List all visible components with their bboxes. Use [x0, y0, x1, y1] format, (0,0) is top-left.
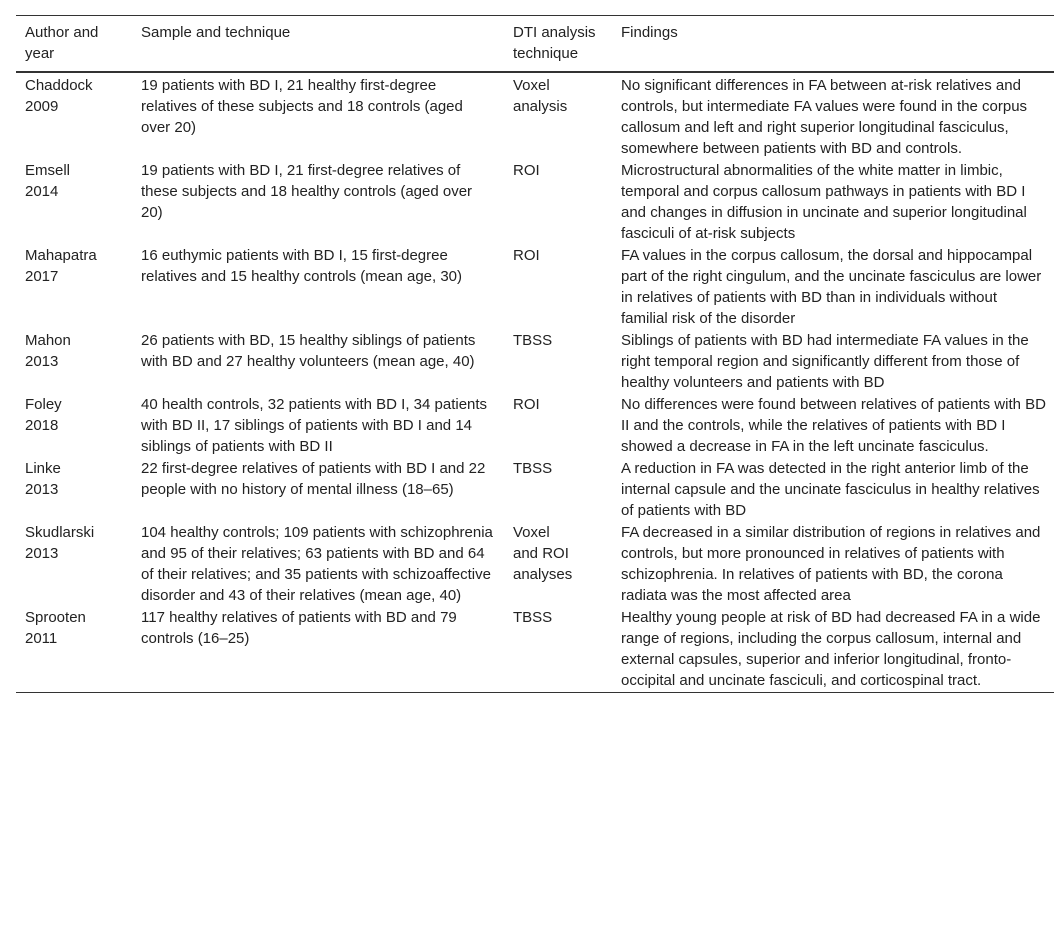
- cell-dti: ROI: [513, 247, 540, 264]
- cell-sample: 16 euthymic patients with BD I, 15 first-degree relatives and 15 healthy controls (mean age, 30): [141, 247, 463, 285]
- cell-findings: No significant differences in FA between at-risk relatives and controls, but intermediate FA values were found in the corpus callosum and left and right superior longitudinal fasciculus, somewhere between patients with BD and controls.: [621, 77, 1028, 157]
- cell-dti: TBSS: [513, 460, 553, 477]
- table-row: [16, 393, 1054, 457]
- cell-author-year: Mahon 2013: [25, 332, 71, 370]
- header-findings: Findings: [621, 24, 678, 41]
- header-author-year: Author and year: [25, 24, 99, 62]
- table-row: [16, 244, 1054, 329]
- cell-dti: Voxel analysis: [513, 77, 568, 115]
- cell-sample: 104 healthy controls; 109 patients with schizophrenia and 95 of their relatives; 63 patients with BD and 64 of their relatives; and 35 patients with schizoaffective disorder and 43 of their relatives (mean age, 40): [141, 524, 493, 604]
- cell-author-year: Foley 2018: [25, 396, 62, 434]
- cell-author-year: Linke 2013: [25, 460, 61, 498]
- table-row: [16, 521, 1054, 606]
- table-row: [16, 329, 1054, 393]
- cell-findings: No differences were found between relatives of patients with BD II and the controls, while the relatives of patients with BD I showed a decrease in FA in the left uncinate fasciculus.: [621, 396, 1046, 455]
- cell-sample: 26 patients with BD, 15 healthy siblings of patients with BD and 27 healthy volunteers (mean age, 40): [141, 332, 476, 370]
- cell-author-year: Emsell 2014: [25, 162, 71, 200]
- studies-table-container: [16, 15, 1046, 693]
- cell-findings: Siblings of patients with BD had intermediate FA values in the right temporal region and significantly different from those of healthy volunteers and patients with BD: [621, 332, 1029, 391]
- cell-findings: FA decreased in a similar distribution of regions in relatives and controls, but more pronounced in relatives of patients with schizophrenia. In relatives of patients with BD, the corona radiata was the most affected area: [621, 524, 1041, 604]
- cell-dti: ROI: [513, 162, 540, 179]
- cell-sample: 19 patients with BD I, 21 healthy first-degree relatives of these subjects and 18 controls (aged over 20): [141, 77, 463, 136]
- table-body: [16, 72, 1054, 693]
- cell-sample: 22 first-degree relatives of patients with BD I and 22 people with no history of mental illness (18–65): [141, 460, 486, 498]
- header-dti-technique: DTI analysis technique: [513, 24, 596, 62]
- cell-dti: TBSS: [513, 609, 553, 626]
- cell-author-year: Chaddock 2009: [25, 77, 93, 115]
- cell-sample: 117 healthy relatives of patients with BD and 79 controls (16–25): [141, 609, 457, 647]
- cell-findings: Microstructural abnormalities of the white matter in limbic, temporal and corpus callosum pathways in patients with BD I and changes in diffusion in uncinate and superior longitudinal fasciculi of at-risk subjects: [621, 162, 1027, 242]
- header-row: [16, 16, 1054, 73]
- cell-author-year: Skudlarski 2013: [25, 524, 95, 562]
- cell-findings: FA values in the corpus callosum, the dorsal and hippocampal part of the right cingulum, and the uncinate fasciculus are lower in relatives of patients with BD than in individuals without familial risk of the disorder: [621, 247, 1042, 327]
- cell-dti: Voxel and ROI analyses: [513, 524, 573, 583]
- cell-findings: A reduction in FA was detected in the right anterior limb of the internal capsule and the uncinate fasciculus in healthy relatives of patients with BD: [621, 460, 1040, 519]
- table-row: [16, 159, 1054, 244]
- table-row: [16, 457, 1054, 521]
- cell-findings: Healthy young people at risk of BD had decreased FA in a wide range of regions, including the corpus callosum, internal and external capsules, superior and inferior longitudinal, fronto-occipital and uncinate fasciculi, and corticospinal tract.: [621, 609, 1041, 689]
- table-header: [16, 16, 1054, 73]
- table-row: [16, 606, 1054, 693]
- cell-author-year: Sprooten 2011: [25, 609, 86, 647]
- cell-dti: TBSS: [513, 332, 553, 349]
- table-row: [16, 72, 1054, 159]
- cell-sample: 19 patients with BD I, 21 first-degree relatives of these subjects and 18 healthy controls (aged over 20): [141, 162, 473, 221]
- cell-sample: 40 health controls, 32 patients with BD I, 34 patients with BD II, 17 siblings of patients with BD I and 14 siblings of patients with BD II: [141, 396, 488, 455]
- cell-dti: ROI: [513, 396, 540, 413]
- studies-table: [16, 15, 1054, 693]
- header-sample-technique: Sample and technique: [141, 24, 291, 41]
- cell-author-year: Mahapatra 2017: [25, 247, 97, 285]
